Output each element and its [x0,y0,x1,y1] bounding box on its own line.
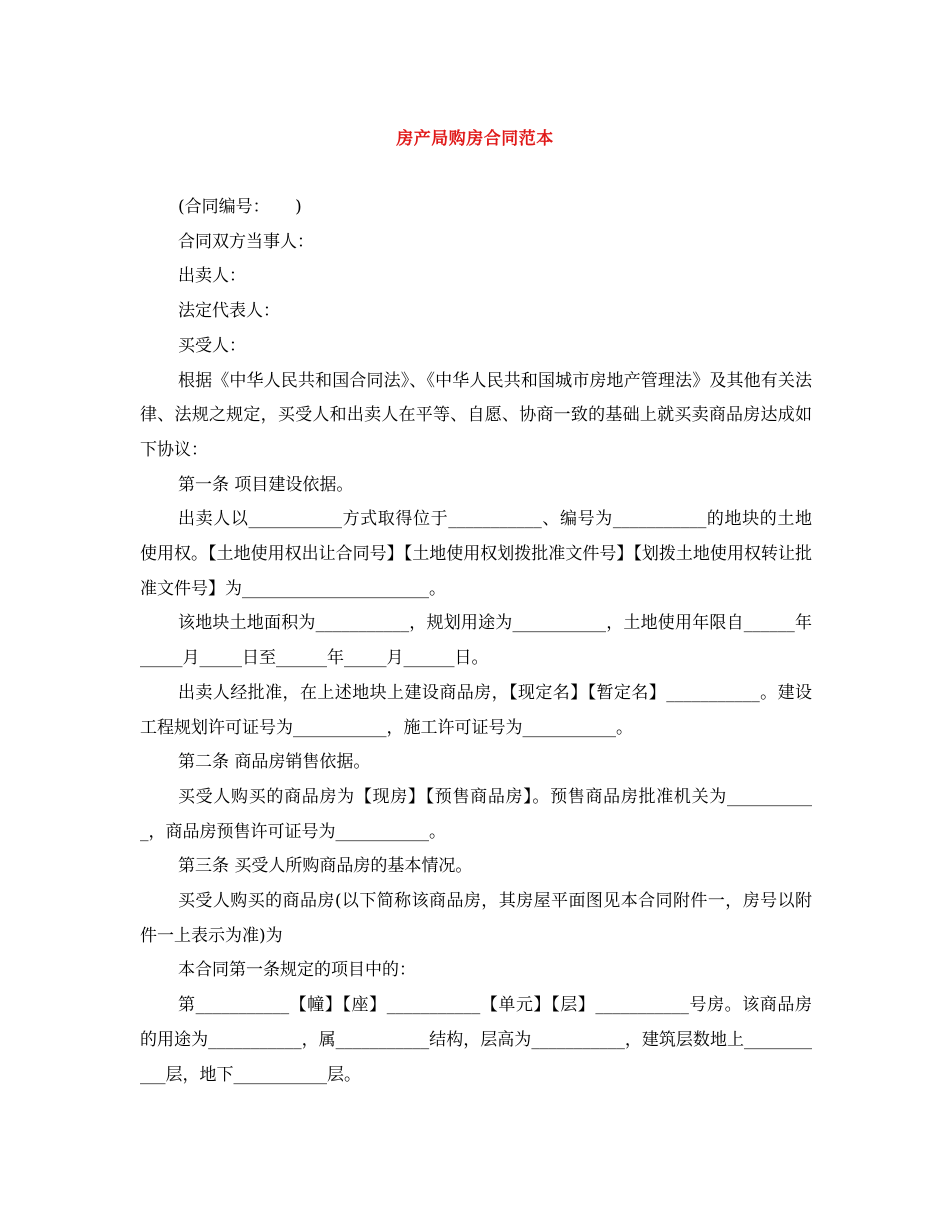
parties-heading: 合同双方当事人： [178,231,314,252]
article-2-sales-basis: 买受人购买的商品房为【现房】【预售商品房】。预售商品房批准机关为___________，商品房预售许可证号为___________。 [140,786,812,842]
article-1-construction: 出卖人经批准，在上述地块上建设商品房，【现定名】【暂定名】___________。建设工程规划许可证号为___________，施工许可证号为___________。 [140,682,812,738]
legal-representative-line: 法定代表人： [178,301,280,322]
seller-line: 出卖人： [178,266,246,287]
article-1-heading: 第一条 项目建设依据。 [178,474,354,495]
buyer-line: 买受人： [178,335,246,356]
article-3-unit-details: 第___________【幢】【座】___________【单元】【层】___________号房。该商品房的用途为___________，属___________结构，层高为___________，建筑层数地上___________层，地下___________层。 [140,995,812,1085]
preamble-paragraph: 根据《中华人民共和国合同法》、《中华人民共和国城市房地产管理法》及其他有关法律、法规之规定，买受人和出卖人在平等、自愿、协商一致的基础上就买卖商品房达成如下协议： [140,370,812,460]
document-title: 房产局购房合同范本 [396,129,554,149]
article-1-land-rights: 出卖人以___________方式取得位于___________、编号为___________的地块的土地使用权。【土地使用权出让合同号】【土地使用权划拨批准文件号】【划拨土地使用权转让批准文件号】为______________________。 [140,509,812,599]
contract-number: (合同编号： ) [178,197,302,217]
document-body [140,190,812,1092]
article-3-description: 买受人购买的商品房(以下简称该商品房，其房屋平面图见本合同附件一，房号以附件一上表示为准)为 [140,891,812,946]
article-1-land-area: 该地块土地面积为___________，规划用途为___________，土地使用年限自______年_____月_____日至______年_____月______日。 [140,613,812,669]
article-3-heading: 第三条 买受人所购商品房的基本情况。 [178,856,473,877]
article-3-project-line: 本合同第一条规定的项目中的： [178,960,416,981]
article-2-heading: 第二条 商品房销售依据。 [178,752,371,773]
